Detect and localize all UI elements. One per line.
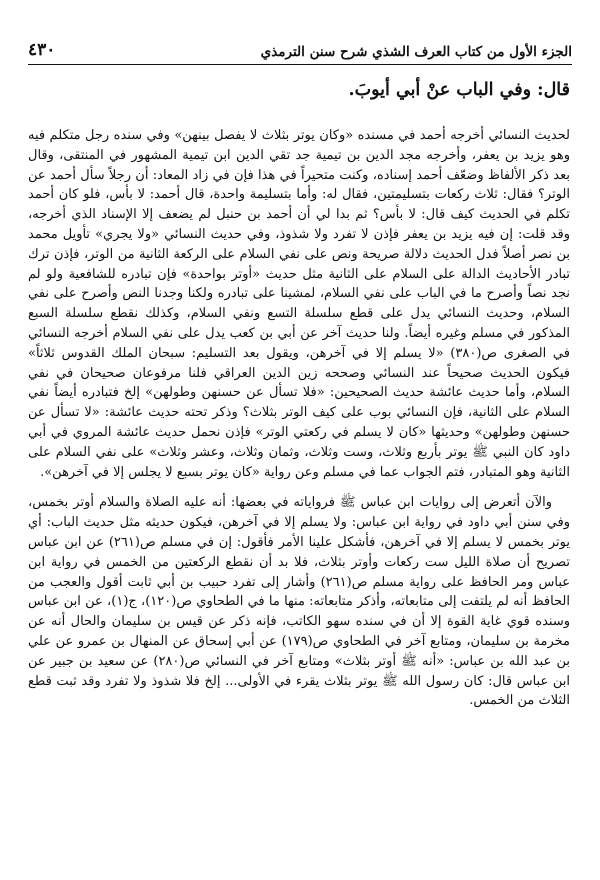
qal-line: قال: وفي الباب عنْ أبي أيوبَ. xyxy=(348,80,570,100)
header-rule xyxy=(28,64,572,65)
body-text xyxy=(28,126,570,711)
paragraph: لحديث النسائي أخرجه أحمد في مسنده «وكان يوتر بثلاث لا يفصل بينهن» وفي سنده رجل متكلم فيه وهو يزيد بن يعفر، وأخرجه مجد الدين بن تيمية جد تقي الدين ابن تيمية المشهور في المنتقى، وقال بعد ذكر الألفاظ وضعّف أحمد إسناده، وكنت متحيراً في هذا فإن في زاد المعاد: أن رجلاً سأل أحمد عن الوتر؟ فقال: ثلاث ركعات بتسليمتين، فقال له: وأما بتسليمة واحدة، قال أحمد: لا بأس، فلو كان أحمد تكلم في الحديث كيف قال: لا بأس؟ ثم بدا لي أن أحمد بن حنبل لم يضعف إلا الإسناد الذي أخرجه، وقد قلت: إن فيه يزيد بن يعفر فإذن لا تفرد ولا شذوذ، وفي حديث النسائي «ولا يجري» تأويل محمد بن نصر أصلاً فدل الحديث دلالة صريحة ونص على نفي السلام على الركعة الثانية من الوتر، فإذن ترك تبادر الأحاديث الدالة على السلام على الثانية مثل حديث «أوتر بواحدة» فإن تبادره للشافعية ولو لم نجد نصاً وأصرح ما في الباب على نفي السلام، لمشينا على تبادره ولكنا وجدنا النص وأصرح على نفي السلام، وحديث النسائي يدل على قطع سلسلة التسع ونفي السلام، وكذلك نقطع سلسلة السبع المذكور في مسلم وغيره أيضاً. ولنا حديث آخر عن أبي بن كعب يدل على نفي السلام أخرجه النسائي في الصغرى ص(٣٨٠) «لا يسلم إلا في آخرهن، ويقول بعد التسليم: سبحان الملك القدوس ثلاثاً» فيكون الحديث صحيحاً عند النسائي وصححه زين الدين العراقي فلنا مرفوعان صحيحان في نفي السلام، وأما حديث عائشة حديث الصحيحين: «فلا تسأل عن حسنهن وطولهن» إلخ فتبادره أيضاً نفي السلام على الثانية، فإن النسائي بوب على كيف الوتر بثلاث؟ وذكر تحته حديث عائشة: «لا تسأل عن حسنهن وطولهن» وحديثها «كان لا يسلم في ركعتي الوتر» فإذن نحمل حديث عائشة المروي في أبي داود كان النبي ﷺ يوتر بأربع وثلاث، وست وثلاث، وثمان وثلاث، وعشر وثلاث» على نفي السلام على الثانية وهو المتبادر، فتم الجواب عما في مسلم وعن رواية «كان يوتر بسبع لا يجلس إلا في آخرهن». xyxy=(28,128,570,480)
paragraph: والآن أتعرض إلى روايات ابن عباس ﷺ فرواياته في بعضها: أنه عليه الصلاة والسلام أوتر بخمس، وفي سنن أبي داود في رواية ابن عباس: ولا يسلم إلا في آخرهن، فيكون حديثه مثل حديث الباب: أي يوتر بخمس لا يسلم إلا في آخرهن، فأشكل علينا الأمر فأقول: إن في مسلم ص(٢٦١) عن ابن عباس تصريح أن صلاة الليل ست ركعات وأوتر بثلاث، فلا بد أن نقطع الركعتين من الخمس في رواية ابن عباس ومر الحافظ على رواية مسلم ص(٢٦١) وأشار إلى تفرد حبيب بن أبي ثابت أقول والعجب من الحافظ أنه لم يلتفت إلى متابعاته، وأذكر متابعاته: منها ما في الطحاوي ص(١٢٠)، ج(١)، عن ابن عباس وسنده قوي غاية القوة إلا أن في سنده سهو الكاتب، فإنه ذكر عن قيس بن سليمان والحال أنه عن مخرمة بن سليمان، ومتابع آخر في الطحاوي ص(١٧٩) عن أبي إسحاق عن المنهال بن عمرو عن علي بن عبد الله بن عباس: «أنه ﷺ أوتر بثلاث» ومتابع آخر في النسائي ص(٢٨٠) عن سعيد بن جبير عن ابن عباس قال: كان رسول الله ﷺ يوتر بثلاث يقرء في الأولى... إلخ فلا شذوذ ولا تفرد وقد ثبت قطع الثلاث من الخمس. xyxy=(28,495,571,709)
running-title: الجزء الأول من كتاب العرف الشذي شرح سنن الترمذي xyxy=(260,44,572,60)
page-number: ٤٣٠ xyxy=(28,40,56,60)
page-header xyxy=(28,30,572,60)
